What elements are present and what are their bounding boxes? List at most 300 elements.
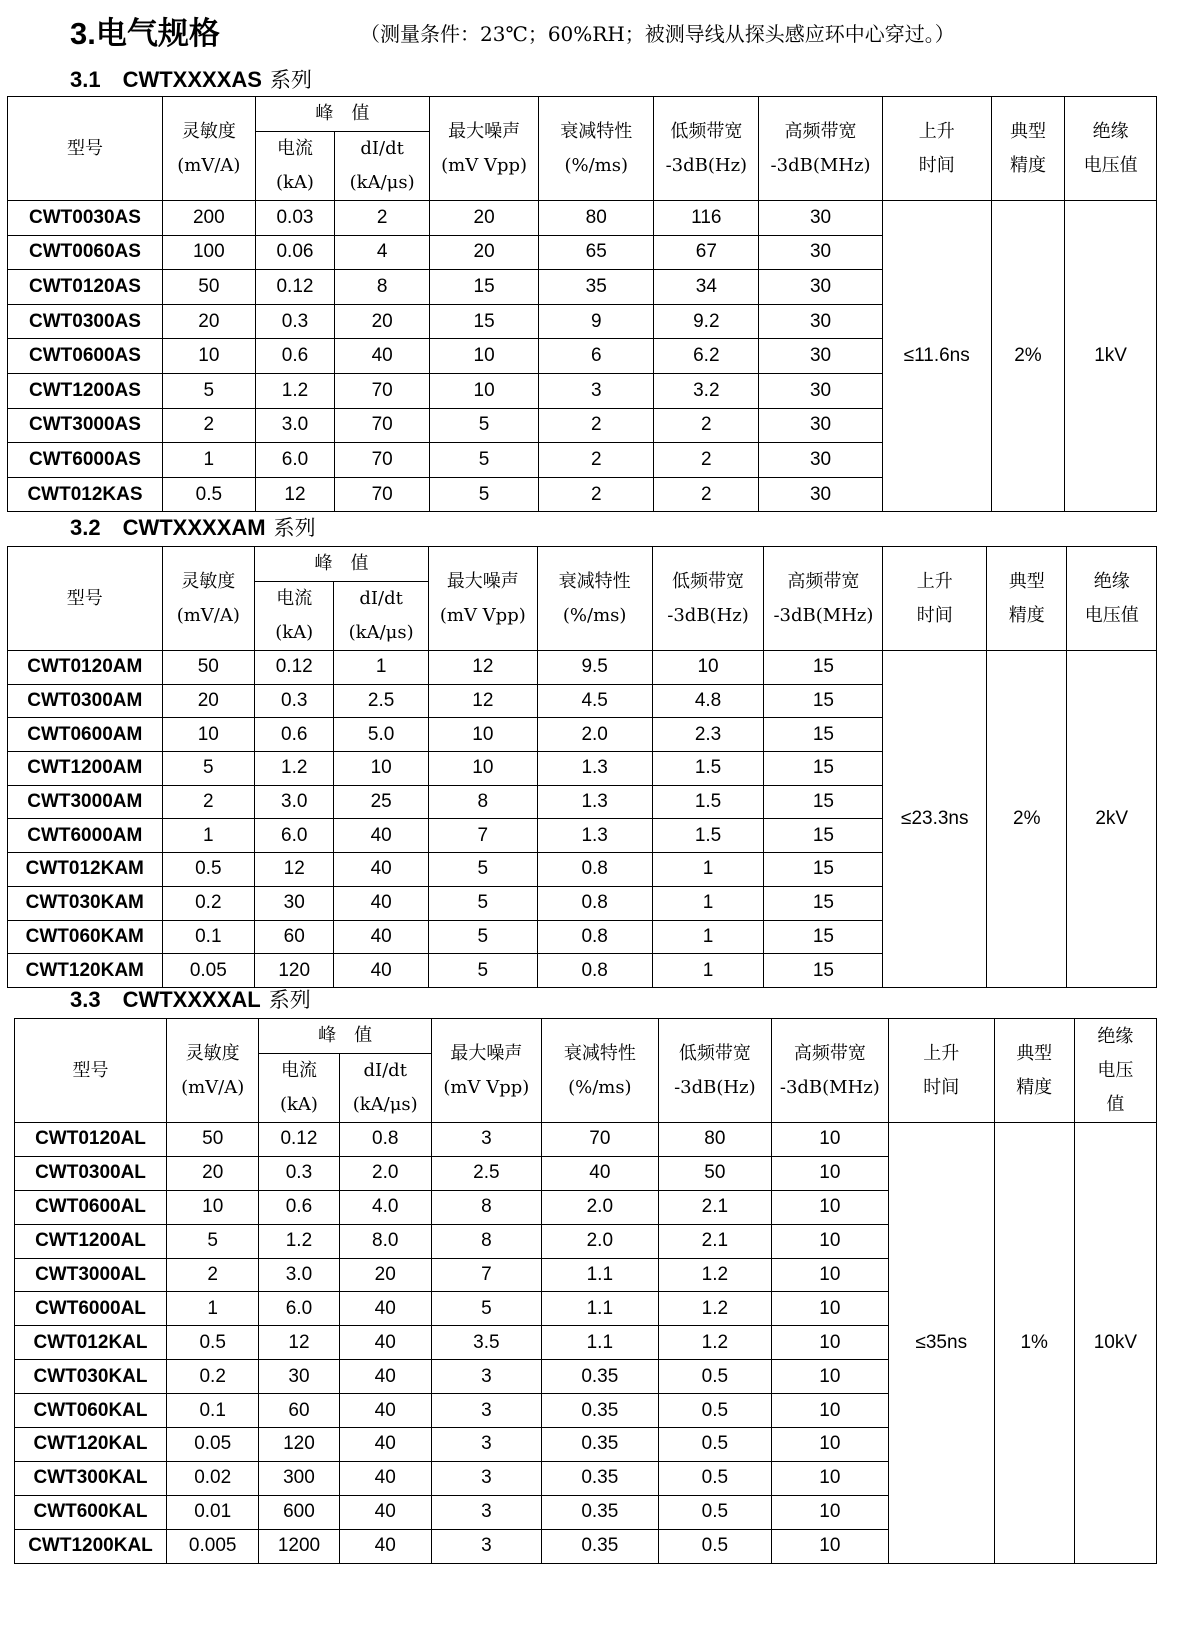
- cell-noise: 2.5: [431, 1156, 541, 1190]
- header-lf-bandwidth-text: 低频带宽: [672, 570, 745, 592]
- cell-didt: 40: [334, 920, 429, 954]
- header-decay-text: (%/ms): [568, 1076, 632, 1098]
- cell-current: 12: [255, 853, 334, 887]
- cell-lf-bandwidth: 2: [654, 408, 759, 443]
- cell-sensitivity: 5: [162, 752, 255, 786]
- cell-didt: 70: [335, 373, 430, 408]
- cell-current: 60: [259, 1394, 339, 1428]
- header-current-text: 电流: [280, 1060, 317, 1081]
- header-didt-text: (kA/μs): [349, 172, 415, 193]
- cell-model: CWT0300AS: [8, 304, 163, 339]
- header-accuracy-text: 精度: [1008, 604, 1045, 626]
- cell-didt: 40: [339, 1461, 431, 1495]
- cell-lf-bandwidth: 2.3: [652, 718, 764, 752]
- header-didt: [335, 132, 430, 201]
- header-rise-time: [882, 97, 991, 201]
- header-hf-bandwidth-text: -3dB(MHz): [773, 604, 874, 626]
- header-hf-bandwidth-text: 高频带宽: [784, 120, 857, 142]
- page-heading: [70, 8, 955, 54]
- header-decay: [539, 97, 654, 201]
- cell-decay: 2.0: [537, 718, 652, 752]
- cell-current: 600: [259, 1495, 339, 1529]
- header-hf-bandwidth: [771, 1019, 888, 1123]
- cell-sensitivity: 2: [166, 1258, 258, 1292]
- cell-sensitivity: 0.1: [166, 1394, 258, 1428]
- cell-model: CWT060KAL: [15, 1394, 167, 1428]
- header-insulation-text: 绝缘: [1093, 570, 1130, 592]
- cell-sensitivity: 0.1: [162, 920, 255, 954]
- header-lf-bandwidth-text: -3dB(Hz): [674, 1076, 756, 1098]
- cell-noise: 8: [431, 1190, 541, 1224]
- cell-noise: 3: [431, 1529, 541, 1563]
- cell-hf-bandwidth: 10: [771, 1461, 888, 1495]
- header-peak-text: 峰 值: [318, 1025, 373, 1046]
- cell-decay: 0.35: [541, 1529, 658, 1563]
- cell-decay: 2.0: [541, 1224, 658, 1258]
- header-rise-time: [888, 1019, 994, 1123]
- header-decay-text: (%/ms): [564, 154, 628, 176]
- header-decay-text: 衰减特性: [560, 120, 633, 142]
- cell-model: CWT600KAL: [15, 1495, 167, 1529]
- series-suffix: 系列: [268, 988, 311, 1012]
- cell-decay: 3: [539, 373, 654, 408]
- cell-hf-bandwidth: 10: [771, 1394, 888, 1428]
- cell-didt: 2.5: [334, 684, 429, 718]
- cell-lf-bandwidth: 1: [652, 886, 764, 920]
- cell-noise: 15: [430, 304, 539, 339]
- cell-lf-bandwidth: 0.5: [658, 1461, 771, 1495]
- header-didt-text: dI/dt: [363, 1060, 407, 1081]
- header-sensitivity-text: 灵敏度: [181, 570, 236, 592]
- header-rise-time-text: 上升: [916, 570, 953, 592]
- cell-sensitivity: 10: [162, 718, 255, 752]
- header-decay-text: 衰减特性: [563, 1042, 636, 1064]
- header-decay: [541, 1019, 658, 1123]
- cell-current: 1.2: [255, 752, 334, 786]
- cell-noise: 5: [430, 477, 539, 512]
- cell-noise: 10: [428, 752, 537, 786]
- header-noise-text: (mV Vpp): [443, 1076, 530, 1098]
- cell-sensitivity: 1: [162, 443, 255, 478]
- header-model-text: 型号: [66, 587, 103, 609]
- header-hf-bandwidth: [759, 97, 882, 201]
- subsection-number: 3.2: [70, 515, 101, 540]
- cell-insulation: 2kV: [1067, 651, 1157, 988]
- cell-sensitivity: 0.01: [166, 1495, 258, 1529]
- cell-decay: 80: [539, 201, 654, 236]
- cell-hf-bandwidth: 10: [771, 1156, 888, 1190]
- cell-model: CWT6000AL: [15, 1292, 167, 1326]
- cell-sensitivity: 100: [162, 235, 255, 270]
- cell-decay: 0.8: [537, 853, 652, 887]
- cell-lf-bandwidth: 2.1: [658, 1224, 771, 1258]
- cell-lf-bandwidth: 2: [654, 443, 759, 478]
- header-rise-time-text: 时间: [916, 604, 953, 626]
- cell-noise: 15: [430, 270, 539, 305]
- cell-model: CWT012KAM: [8, 853, 163, 887]
- cell-current: 12: [255, 477, 335, 512]
- cell-lf-bandwidth: 67: [654, 235, 759, 270]
- cell-current: 60: [255, 920, 334, 954]
- cell-didt: 40: [339, 1326, 431, 1360]
- cell-didt: 2.0: [339, 1156, 431, 1190]
- cell-hf-bandwidth: 10: [771, 1258, 888, 1292]
- cell-decay: 1.1: [541, 1292, 658, 1326]
- header-noise-text: 最大噪声: [446, 570, 519, 592]
- header-lf-bandwidth-text: 低频带宽: [678, 1042, 751, 1064]
- series-name: CWTXXXXAL: [122, 987, 261, 1012]
- cell-noise: 10: [428, 718, 537, 752]
- cell-current: 1200: [259, 1529, 339, 1563]
- header-insulation: [1067, 547, 1157, 651]
- cell-decay: 9: [539, 304, 654, 339]
- header-insulation: [1065, 97, 1157, 201]
- header-lf-bandwidth: [654, 97, 759, 201]
- header-accuracy-text: 精度: [1016, 1076, 1053, 1098]
- cell-model: CWT060KAM: [8, 920, 163, 954]
- cell-rise-time: ≤23.3ns: [883, 651, 987, 988]
- cell-decay: 40: [541, 1156, 658, 1190]
- cell-sensitivity: 0.5: [162, 853, 255, 887]
- cell-hf-bandwidth: 10: [771, 1123, 888, 1157]
- subsection-number: 3.1: [70, 67, 101, 92]
- cell-didt: 40: [339, 1360, 431, 1394]
- cell-didt: 70: [335, 443, 430, 478]
- cell-lf-bandwidth: 1.2: [658, 1326, 771, 1360]
- header-model: [15, 1019, 167, 1123]
- cell-didt: 20: [339, 1258, 431, 1292]
- cell-lf-bandwidth: 1.5: [652, 752, 764, 786]
- cell-noise: 20: [430, 235, 539, 270]
- cell-hf-bandwidth: 15: [764, 920, 883, 954]
- cell-rise-time: ≤35ns: [888, 1123, 994, 1564]
- header-noise-text: 最大噪声: [450, 1042, 523, 1064]
- cell-lf-bandwidth: 50: [658, 1156, 771, 1190]
- cell-current: 1.2: [255, 373, 335, 408]
- cell-decay: 0.8: [537, 920, 652, 954]
- cell-sensitivity: 1: [166, 1292, 258, 1326]
- header-rise-time-text: 上升: [918, 120, 955, 142]
- cell-noise: 8: [428, 785, 537, 819]
- cell-didt: 40: [339, 1428, 431, 1462]
- series-name: CWTXXXXAS: [122, 67, 262, 92]
- cell-lf-bandwidth: 4.8: [652, 684, 764, 718]
- header-accuracy: [991, 97, 1064, 201]
- cell-didt: 40: [334, 853, 429, 887]
- cell-decay: 1.1: [541, 1326, 658, 1360]
- header-rise-time-text: 时间: [923, 1076, 960, 1098]
- cell-lf-bandwidth: 2: [654, 477, 759, 512]
- cell-insulation: 10kV: [1074, 1123, 1156, 1564]
- cell-lf-bandwidth: 2.1: [658, 1190, 771, 1224]
- header-didt-text: dI/dt: [359, 588, 403, 609]
- header-sensitivity-text: (mV/A): [181, 1076, 245, 1098]
- cell-sensitivity: 10: [166, 1190, 258, 1224]
- cell-current: 6.0: [255, 443, 335, 478]
- cell-model: CWT0300AM: [8, 684, 163, 718]
- header-rise-time: [883, 547, 987, 651]
- header-sensitivity: [166, 1019, 258, 1123]
- cell-didt: 40: [339, 1394, 431, 1428]
- cell-noise: 5: [428, 886, 537, 920]
- header-model-text: 型号: [66, 137, 103, 159]
- header-hf-bandwidth-text: 高频带宽: [793, 1042, 866, 1064]
- header-insulation-text: 绝缘: [1092, 120, 1129, 142]
- cell-noise: 12: [428, 684, 537, 718]
- cell-lf-bandwidth: 1: [652, 853, 764, 887]
- header-didt-text: (kA/μs): [352, 1094, 418, 1115]
- spec-table-as: [7, 96, 1157, 512]
- cell-current: 6.0: [259, 1292, 339, 1326]
- cell-model: CWT030KAM: [8, 886, 163, 920]
- cell-sensitivity: 5: [166, 1224, 258, 1258]
- cell-hf-bandwidth: 10: [771, 1495, 888, 1529]
- cell-hf-bandwidth: 30: [759, 373, 882, 408]
- cell-sensitivity: 0.05: [162, 954, 255, 988]
- cell-lf-bandwidth: 34: [654, 270, 759, 305]
- cell-didt: 40: [334, 954, 429, 988]
- cell-current: 0.12: [255, 270, 335, 305]
- cell-noise: 5: [431, 1292, 541, 1326]
- cell-decay: 4.5: [537, 684, 652, 718]
- cell-didt: 70: [335, 477, 430, 512]
- cell-current: 120: [259, 1428, 339, 1462]
- table-row: [15, 1123, 1157, 1157]
- cell-didt: 10: [334, 752, 429, 786]
- cell-noise: 5: [428, 954, 537, 988]
- header-accuracy-text: 典型: [1009, 120, 1046, 142]
- cell-lf-bandwidth: 6.2: [654, 339, 759, 374]
- header-current-text: (kA): [276, 172, 314, 193]
- subsection-title-3-1: [70, 64, 312, 94]
- cell-hf-bandwidth: 30: [759, 477, 882, 512]
- cell-sensitivity: 20: [162, 684, 255, 718]
- header-lf-bandwidth: [652, 547, 764, 651]
- cell-current: 3.0: [255, 408, 335, 443]
- cell-decay: 1.3: [537, 785, 652, 819]
- cell-hf-bandwidth: 10: [771, 1292, 888, 1326]
- cell-lf-bandwidth: 0.5: [658, 1360, 771, 1394]
- cell-hf-bandwidth: 15: [764, 886, 883, 920]
- header-hf-bandwidth-text: -3dB(MHz): [770, 154, 871, 176]
- header-accuracy-text: 精度: [1009, 154, 1046, 176]
- header-current-text: 电流: [276, 588, 313, 609]
- header-hf-bandwidth-text: -3dB(MHz): [779, 1076, 880, 1098]
- cell-lf-bandwidth: 80: [658, 1123, 771, 1157]
- cell-hf-bandwidth: 30: [759, 201, 882, 236]
- cell-hf-bandwidth: 15: [764, 954, 883, 988]
- header-current-text: (kA): [275, 622, 314, 643]
- header-noise-text: (mV Vpp): [439, 604, 526, 626]
- cell-decay: 35: [539, 270, 654, 305]
- cell-lf-bandwidth: 1.2: [658, 1292, 771, 1326]
- cell-model: CWT0030AS: [8, 201, 163, 236]
- cell-noise: 3: [431, 1394, 541, 1428]
- cell-accuracy: 2%: [987, 651, 1067, 988]
- cell-decay: 2: [539, 477, 654, 512]
- cell-model: CWT1200KAL: [15, 1529, 167, 1563]
- cell-current: 0.03: [255, 201, 335, 236]
- series-suffix: 系列: [269, 68, 312, 92]
- cell-hf-bandwidth: 10: [771, 1190, 888, 1224]
- cell-hf-bandwidth: 15: [764, 684, 883, 718]
- cell-didt: 20: [335, 304, 430, 339]
- header-peak: [259, 1019, 432, 1054]
- cell-model: CWT030KAL: [15, 1360, 167, 1394]
- cell-current: 120: [255, 954, 334, 988]
- spec-table-al: [14, 1018, 1157, 1564]
- table-row: [8, 201, 1157, 236]
- cell-hf-bandwidth: 10: [771, 1224, 888, 1258]
- cell-noise: 10: [430, 373, 539, 408]
- spec-table-am: [7, 546, 1157, 988]
- cell-noise: 5: [430, 443, 539, 478]
- cell-model: CWT120KAL: [15, 1428, 167, 1462]
- header-sensitivity-text: 灵敏度: [181, 120, 236, 142]
- header-rise-time-text: 上升: [923, 1042, 960, 1064]
- header-lf-bandwidth: [658, 1019, 771, 1123]
- cell-model: CWT3000AM: [8, 785, 163, 819]
- cell-model: CWT6000AM: [8, 819, 163, 853]
- cell-lf-bandwidth: 1.5: [652, 819, 764, 853]
- cell-current: 0.3: [255, 684, 334, 718]
- subsection-title-3-2: [70, 512, 316, 542]
- header-noise: [430, 97, 539, 201]
- cell-didt: 40: [334, 819, 429, 853]
- cell-hf-bandwidth: 10: [771, 1326, 888, 1360]
- header-insulation-text: 电压: [1097, 1059, 1134, 1081]
- cell-lf-bandwidth: 3.2: [654, 373, 759, 408]
- cell-sensitivity: 2: [162, 785, 255, 819]
- header-decay-text: 衰减特性: [558, 570, 631, 592]
- header-sensitivity: [162, 97, 255, 201]
- header-sensitivity-text: (mV/A): [177, 154, 241, 176]
- cell-sensitivity: 50: [166, 1123, 258, 1157]
- subsection-title-3-3: [70, 984, 311, 1014]
- header-insulation: [1074, 1019, 1156, 1123]
- cell-didt: 40: [339, 1495, 431, 1529]
- cell-current: 30: [255, 886, 334, 920]
- cell-didt: 40: [335, 339, 430, 374]
- cell-noise: 8: [431, 1224, 541, 1258]
- cell-accuracy: 2%: [991, 201, 1064, 512]
- cell-model: CWT1200AS: [8, 373, 163, 408]
- cell-noise: 20: [430, 201, 539, 236]
- section-title: 电气规格: [95, 16, 220, 52]
- cell-sensitivity: 20: [166, 1156, 258, 1190]
- section-number: 3.: [70, 16, 96, 51]
- header-accuracy: [994, 1019, 1074, 1123]
- cell-current: 0.6: [255, 718, 334, 752]
- cell-didt: 8.0: [339, 1224, 431, 1258]
- cell-decay: 1.3: [537, 819, 652, 853]
- cell-didt: 70: [335, 408, 430, 443]
- cell-didt: 40: [339, 1292, 431, 1326]
- cell-model: CWT012KAL: [15, 1326, 167, 1360]
- cell-sensitivity: 0.05: [166, 1428, 258, 1462]
- cell-current: 0.3: [259, 1156, 339, 1190]
- cell-noise: 3: [431, 1123, 541, 1157]
- cell-decay: 2: [539, 408, 654, 443]
- cell-didt: 2: [335, 201, 430, 236]
- cell-model: CWT0600AS: [8, 339, 163, 374]
- cell-decay: 2: [539, 443, 654, 478]
- cell-model: CWT1200AM: [8, 752, 163, 786]
- header-noise-text: 最大噪声: [448, 120, 521, 142]
- table-row: [8, 651, 1157, 685]
- header-accuracy-text: 典型: [1016, 1042, 1053, 1064]
- cell-lf-bandwidth: 1: [652, 954, 764, 988]
- cell-sensitivity: 200: [162, 201, 255, 236]
- header-insulation-text: 值: [1106, 1093, 1125, 1115]
- cell-sensitivity: 0.2: [162, 886, 255, 920]
- header-noise-text: (mV Vpp): [441, 154, 528, 176]
- cell-sensitivity: 50: [162, 651, 255, 685]
- cell-sensitivity: 0.5: [162, 477, 255, 512]
- cell-current: 300: [259, 1461, 339, 1495]
- header-insulation-text: 电压值: [1083, 154, 1138, 176]
- cell-model: CWT3000AS: [8, 408, 163, 443]
- cell-decay: 6: [539, 339, 654, 374]
- cell-noise: 7: [428, 819, 537, 853]
- cell-noise: 5: [428, 920, 537, 954]
- header-hf-bandwidth: [764, 547, 883, 651]
- cell-model: CWT1200AL: [15, 1224, 167, 1258]
- cell-hf-bandwidth: 15: [764, 651, 883, 685]
- header-peak: [255, 97, 429, 132]
- cell-decay: 0.8: [537, 954, 652, 988]
- header-lf-bandwidth-text: -3dB(Hz): [665, 154, 748, 176]
- header-insulation-text: 绝缘: [1097, 1025, 1134, 1047]
- header-didt-text: dI/dt: [360, 138, 404, 159]
- cell-hf-bandwidth: 10: [771, 1428, 888, 1462]
- cell-model: CWT0120AS: [8, 270, 163, 305]
- header-peak-text: 峰 值: [315, 103, 370, 124]
- header-decay: [537, 547, 652, 651]
- cell-noise: 3.5: [431, 1326, 541, 1360]
- header-current-text: (kA): [279, 1094, 318, 1115]
- cell-decay: 2.0: [541, 1190, 658, 1224]
- header-accuracy-text: 典型: [1008, 570, 1045, 592]
- measurement-conditions: （测量条件：23℃；60%RH；被测导线从探头感应环中心穿过。）: [360, 22, 955, 46]
- cell-hf-bandwidth: 30: [759, 408, 882, 443]
- cell-hf-bandwidth: 30: [759, 235, 882, 270]
- cell-model: CWT0300AL: [15, 1156, 167, 1190]
- cell-sensitivity: 1: [162, 819, 255, 853]
- cell-current: 0.12: [255, 651, 334, 685]
- cell-model: CWT0120AL: [15, 1123, 167, 1157]
- cell-sensitivity: 0.005: [166, 1529, 258, 1563]
- cell-didt: 0.8: [339, 1123, 431, 1157]
- subsection-number: 3.3: [70, 987, 101, 1012]
- cell-sensitivity: 0.2: [166, 1360, 258, 1394]
- cell-didt: 40: [334, 886, 429, 920]
- header-sensitivity-text: (mV/A): [176, 604, 240, 626]
- cell-lf-bandwidth: 9.2: [654, 304, 759, 339]
- header-lf-bandwidth-text: -3dB(Hz): [667, 604, 749, 626]
- cell-model: CWT012KAS: [8, 477, 163, 512]
- cell-hf-bandwidth: 15: [764, 819, 883, 853]
- cell-model: CWT3000AL: [15, 1258, 167, 1292]
- cell-noise: 3: [431, 1495, 541, 1529]
- cell-model: CWT120KAM: [8, 954, 163, 988]
- header-current-text: 电流: [276, 138, 313, 159]
- series-name: CWTXXXXAM: [122, 515, 266, 540]
- cell-noise: 3: [431, 1428, 541, 1462]
- cell-insulation: 1kV: [1065, 201, 1157, 512]
- header-model: [8, 97, 163, 201]
- cell-hf-bandwidth: 30: [759, 304, 882, 339]
